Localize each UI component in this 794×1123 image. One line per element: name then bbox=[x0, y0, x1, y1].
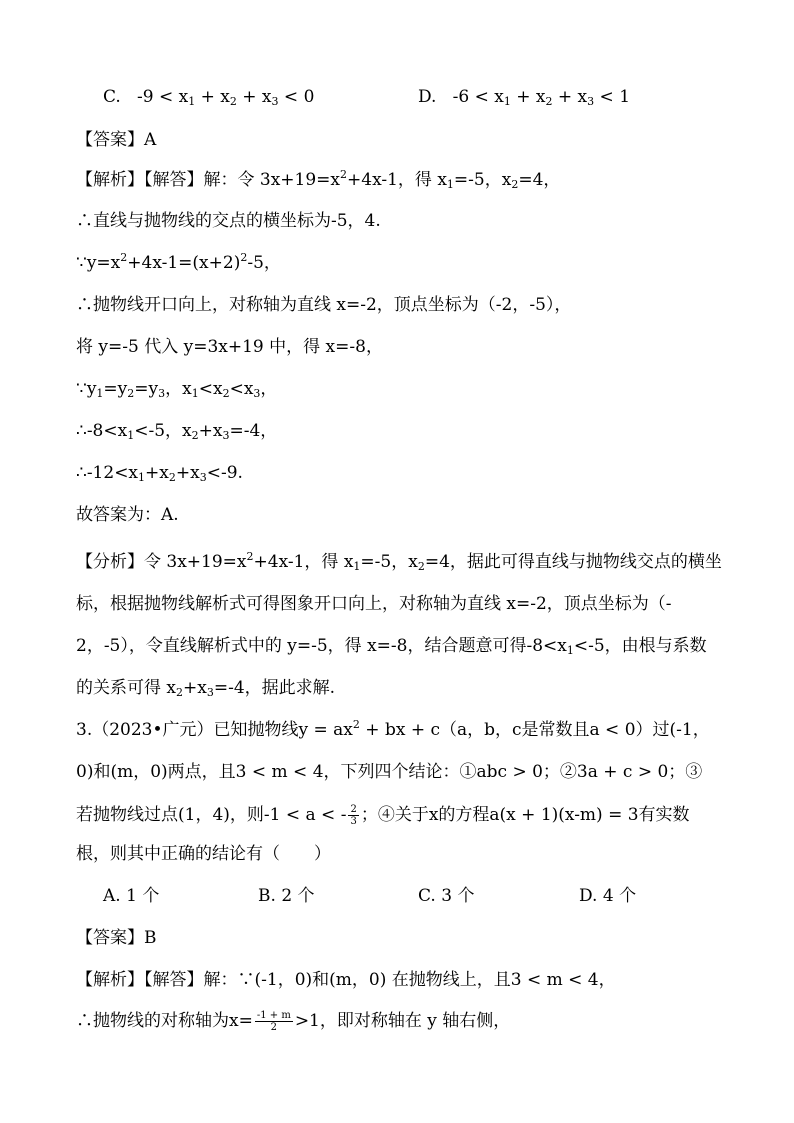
q2-solution-line-8: $\therefore-12<x_1+x_2+x_3<-9$. bbox=[76, 463, 243, 484]
q3-stem-line-4: 根，则其中正确的结论有（ ） bbox=[76, 844, 331, 864]
q2-solution-line-3: $\because y=x^2+4x-1=(x+2)^2-5$， bbox=[76, 251, 281, 273]
q2-answer: 【答案】A bbox=[76, 130, 157, 150]
q2-analysis-line-1: 【分析】令 $3x+19=x^2+4x-1$，得 $x_1=-5$，$x_2=4$，据此可得直线与抛物线交点的横坐 bbox=[76, 550, 722, 573]
q2-option-c-label: C. bbox=[103, 87, 121, 107]
q3-option-b: B. 2 个 bbox=[258, 886, 315, 906]
fraction-2-3: $\frac{2}{3}$ bbox=[350, 804, 357, 827]
q2-option-d bbox=[418, 89, 630, 106]
q3-stem-line-2: 0)和(m，0)两点，且3 < m < 4，下列四个结论：①abc > 0；②3a + c > 0；③ bbox=[76, 762, 703, 782]
q2-option-d-label: D. bbox=[418, 87, 437, 107]
q2-option-d-text: $-6 < x_1 + x_2 + x_3 < 1$ bbox=[441, 87, 631, 108]
q2-analysis-line-3: 2，-5），令直线解析式中的 y=-5，得 x=-8，结合题意可得$-8<x_1<-5$，由根与系数 bbox=[76, 636, 707, 657]
q3-solution-line-2: ∴抛物线的对称轴为x= $\frac{-1 + m}{2}$ >1，即对称轴在 y 轴右侧， bbox=[76, 1010, 511, 1033]
q3-answer: 【答案】B bbox=[76, 928, 157, 948]
q2-analysis-line-2: 标，根据抛物线解析式可得图象开口向上，对称轴为直线 x=-2，顶点坐标为（- bbox=[76, 594, 672, 614]
q2-solution-line-5: 将 y=-5 代入 y=3x+19 中，得 x=-8， bbox=[76, 337, 383, 357]
q2-option-c bbox=[103, 89, 314, 106]
q2-analysis-line-4: 的关系可得 $x_2+x_3=-4$，据此求解. bbox=[76, 678, 336, 699]
q3-option-c: C. 3 个 bbox=[418, 886, 475, 906]
fraction-axis: $\frac{-1 + m}{2}$ bbox=[256, 1010, 291, 1033]
q2-solution-line-9: 故答案为：A. bbox=[76, 505, 179, 525]
q2-solution-line-4: ∴抛物线开口向上，对称轴为直线 x=-2，顶点坐标为（-2，-5）， bbox=[76, 295, 572, 315]
q3-stem-line-1: 3.（2023•广元）已知抛物线$y = ax^2$ + bx + c（a，b，c是常数且a < 0）过(-1， bbox=[76, 718, 710, 740]
q2-solution-line-1: 【解析】【解答】解：令 $3x+19=x^2+4x-1$，得 $x_1=-5$，$x_2=4$， bbox=[76, 168, 561, 191]
q3-solution-line-1: 【解析】【解答】解：∵(-1，0)和(m，0) 在抛物线上，且3 < m < 4， bbox=[76, 970, 616, 990]
q3-option-d: D. 4 个 bbox=[579, 886, 637, 906]
q3-option-a: A. 1 个 bbox=[103, 886, 160, 906]
q2-solution-line-7: $\therefore-8<x_1<-5$，$x_2+x_3=-4$， bbox=[76, 421, 278, 442]
q2-option-c-text: $-9 < x_1 + x_2 + x_3 < 0$ bbox=[126, 87, 315, 108]
q3-stem-line-3: 若抛物线过点(1，4)，则-1 < a < - $\frac{2}{3}$ ；④关于x的方程a(x + 1)(x-m) = 3有实数 bbox=[76, 804, 690, 827]
q2-solution-line-6: $\because y_1=y_2=y_3$，$x_1<x_2<x_3$， bbox=[76, 379, 278, 400]
q2-solution-line-2: ∴直线与抛物线的交点的横坐标为-5，4. bbox=[76, 211, 381, 231]
